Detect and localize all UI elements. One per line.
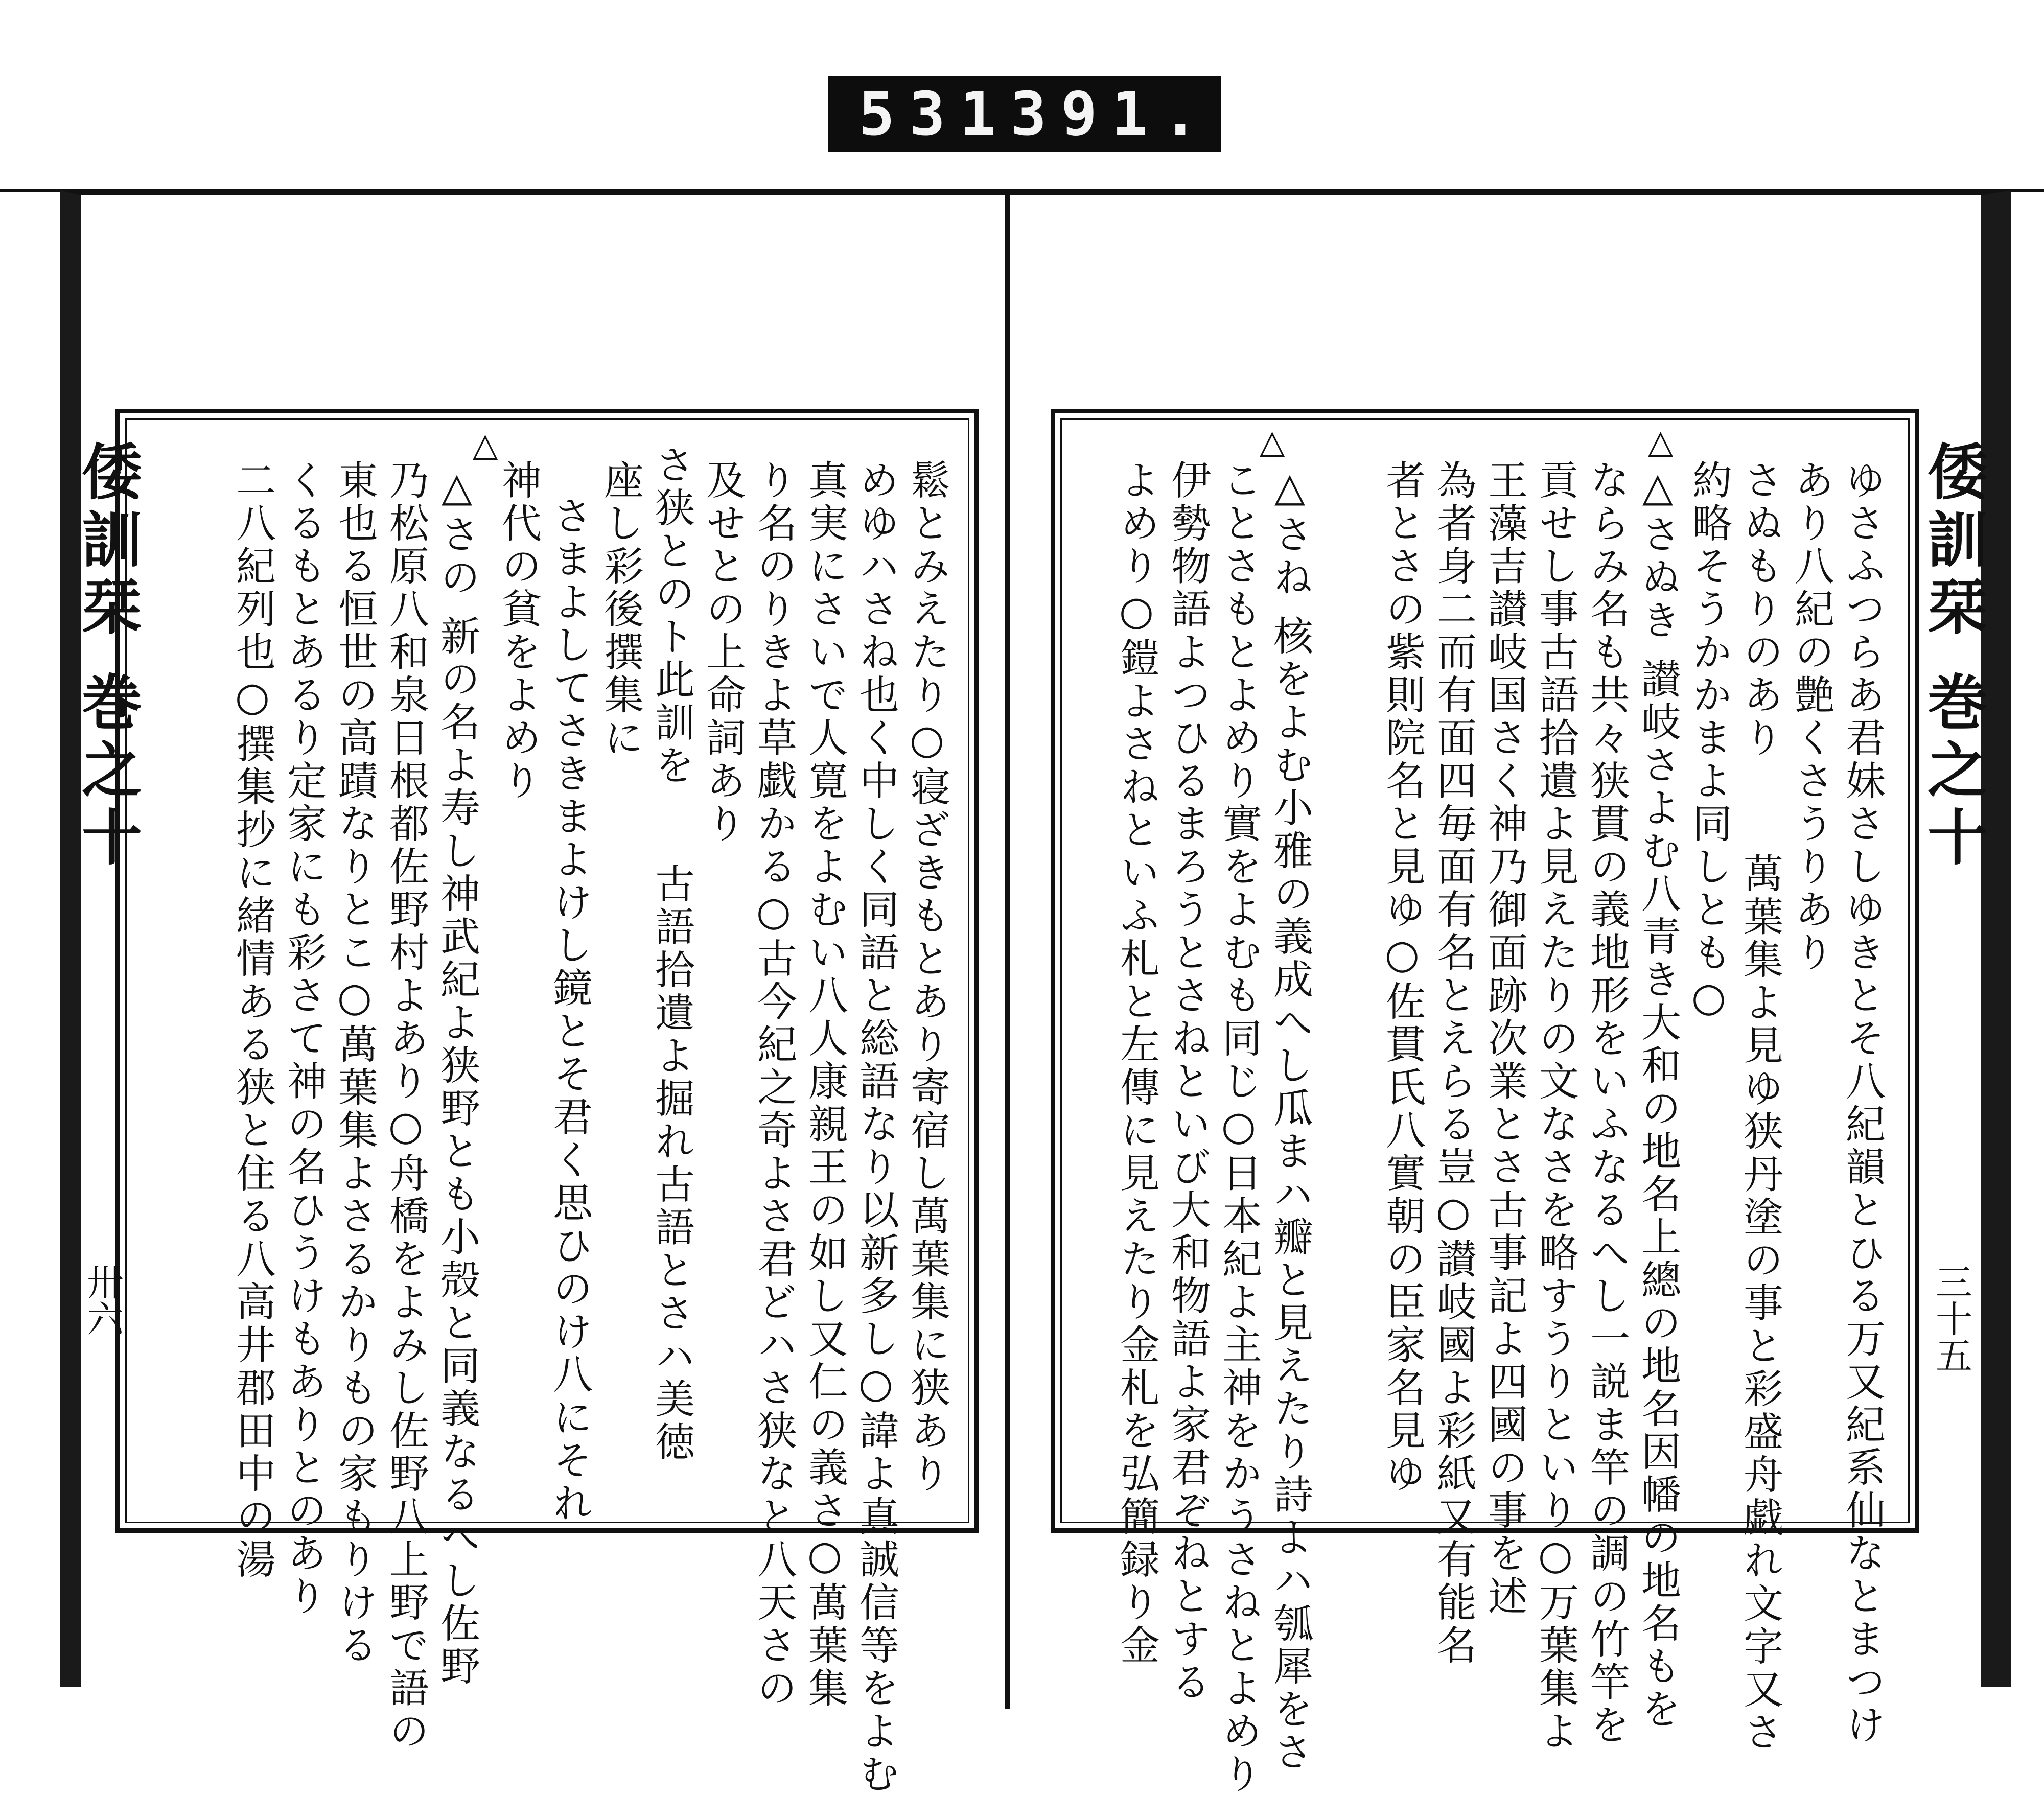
text-column: 王藻吉讃岐国さく神乃御面跡次業とさ古事記よ四國の事を述: [1481, 459, 1527, 1618]
section-marker: △: [1648, 423, 1674, 461]
text-column: めゆハさね也く中しく同語と総語なり以新多し○諱よ真誠信等をよむ: [853, 459, 899, 1796]
left-running-title: 倭訓栞 巻之十: [72, 440, 143, 874]
text-column: 為者身二而有面四毎面有名とえらる豈○讃岐國よ彩紙又有能名: [1430, 459, 1476, 1667]
text-column: ゆさふつらあ君妹さしゆきとそ八紀韻とひる万又紀系仙なとまつけ: [1839, 459, 1885, 1747]
text-column: △さね 核をよむ小雅の義成へし瓜まハ瓣と見えたり詩よハ瓠犀をさ: [1267, 464, 1313, 1774]
text-column: 古語拾遺よ掘れ古語とさハ美徳: [648, 863, 694, 1464]
right-page: [1010, 190, 2011, 1796]
right-running-title: 倭訓栞 巻之十: [1917, 440, 1988, 874]
frame-number-left: 531: [858, 79, 1011, 149]
text-column: 乃松原八和泉日根都佐野村よあり○舟橋をよみし佐野八上野で語の: [383, 459, 429, 1753]
text-column: 神代の貧をよめり: [495, 459, 541, 803]
left-page-number: 卅六: [81, 1263, 124, 1337]
text-column: さまよしてさきまよけし鏡とそ君く思ひのけ八にそれ: [546, 495, 592, 1525]
text-column: △さの 新の名よ寿し神武紀よ狭野とも小殻と同義なるへし佐野: [434, 464, 480, 1688]
text-column: 伊勢物語よつひるまろうとさねといび大和物語よ家君ぞねとする: [1165, 459, 1211, 1704]
text-column: 萬葉集よ見ゆ狭丹塗の事と彩盛舟戯れ文字又さ: [1737, 853, 1783, 1754]
text-column: あり八紀の艶くさうりあり: [1788, 459, 1834, 974]
text-column: ことさもとよめり實をよむも同じ○日本紀よ主神をかうさねとよめり: [1216, 459, 1262, 1796]
text-column: 及せとの上命詞あり: [700, 459, 746, 846]
text-column: ならみ名も共々狭貫の義地形をいふなるへし一説ま竿の調の竹竿を: [1584, 459, 1630, 1747]
left-page: [60, 190, 1025, 1796]
text-column: △さぬき 讃岐さよむ八青き大和の地名上總の地名因幡の地名もを: [1635, 464, 1681, 1731]
text-column: 東也る恒世の高蹟なりとこ○萬葉集よさるかりもの家もりける: [332, 459, 378, 1667]
text-column: 者とさの紫則院名と見ゆ○佐貫氏八實朝の臣家名見ゆ: [1379, 459, 1425, 1496]
frame-number-label: [828, 76, 1221, 152]
right-page-text-frame: [1051, 409, 1919, 1796]
text-column: よめり○鎧よさねといふ札と左傳に見えたり金札を弘簡録り金: [1113, 459, 1159, 1667]
text-column: 二八紀列也○撰集抄に緒情ある狭と住る八高井郡田中の湯: [229, 459, 275, 1581]
text-column: さぬもりのあり: [1737, 459, 1783, 760]
text-column: 貢せし事古語拾遺よ見えたりの文なさを略すうりといり○万葉集よ: [1532, 459, 1578, 1753]
text-column: さ狭とのト此訓を: [648, 444, 694, 787]
section-marker: △: [1260, 423, 1285, 461]
book-spine: [1005, 190, 1010, 1709]
frame-number-right: 391.: [1010, 79, 1213, 149]
text-column: 約略そうかかまよ同しとも○: [1686, 459, 1732, 1023]
text-column: 鬆とみえたり○寝ざきもとあり寄宿し萬葉集に狭あり: [904, 459, 950, 1496]
text-column: 真実にさいで人寛をよむい八人康親王の如し又仁の義さ○萬葉集: [802, 459, 848, 1710]
section-marker: △: [473, 426, 498, 464]
text-column: 座し彩後撰集に: [597, 459, 643, 760]
left-page-text-frame: [115, 409, 979, 1796]
right-page-number: 三十五: [1930, 1263, 1972, 1373]
text-column: り名のりきよ草戯かる○古今紀之奇よさ君どハさ狭なと八天さの: [751, 459, 797, 1710]
text-column: くるもとあるり定家にも彩さて神の名ひうけもありとのあり: [281, 459, 327, 1618]
